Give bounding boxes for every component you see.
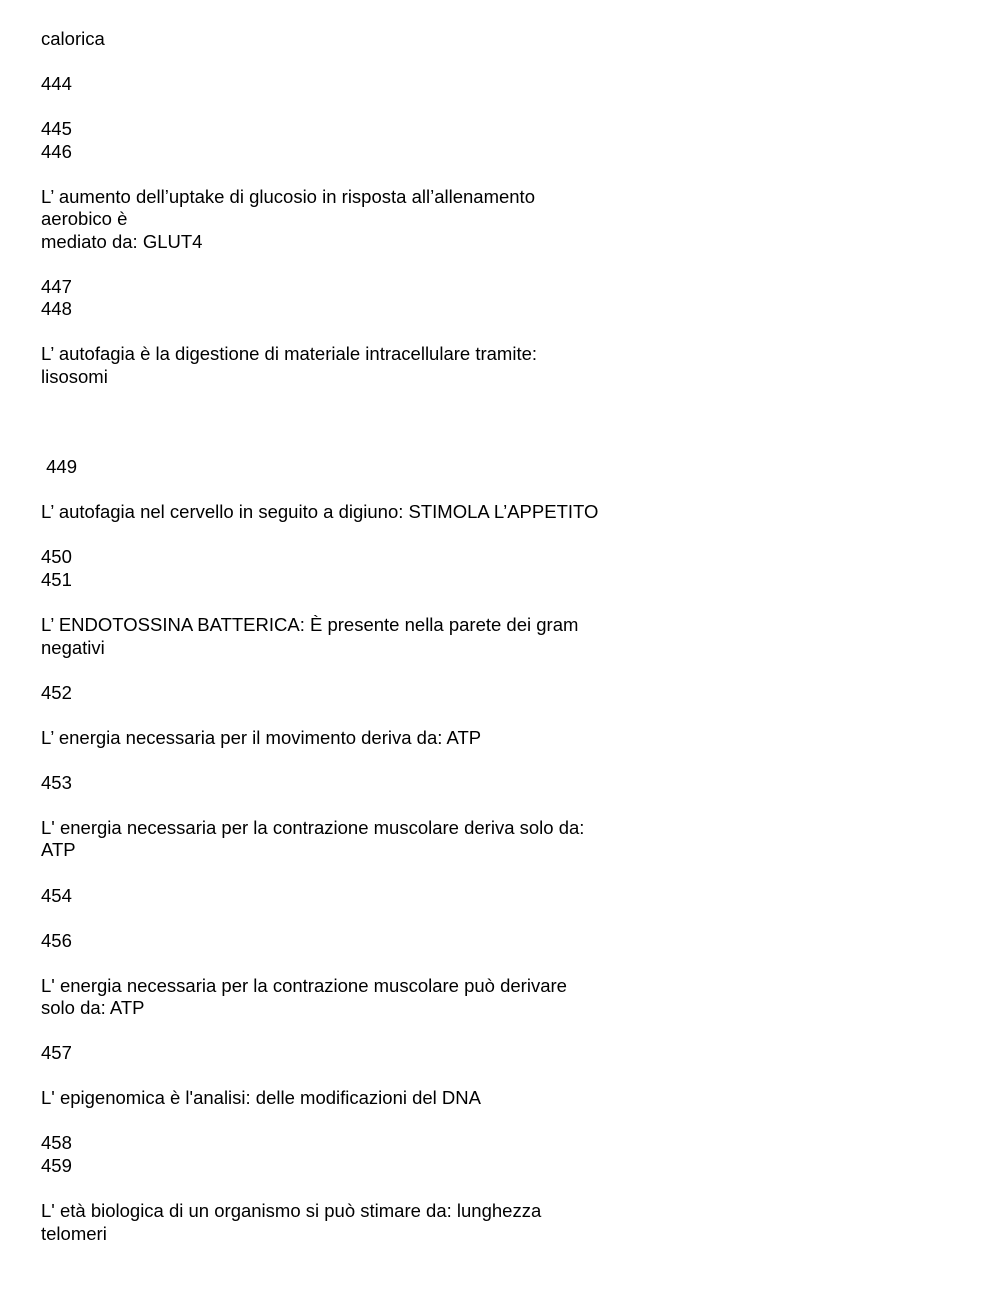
question-number: 456 — [41, 930, 72, 951]
text-line: L’ autofagia nel cervello in seguito a digiuno: STIMOLA L’APPETITO — [41, 501, 599, 522]
text-line: L’ autofagia è la digestione di materiale intracellulare tramite: — [41, 343, 538, 364]
text-line: lisosomi — [41, 366, 108, 387]
text-line: L’ aumento dell’uptake di glucosio in risposta all’allenamento — [41, 186, 535, 207]
question-number: 449 — [41, 456, 78, 477]
text-line: L' energia necessaria per la contrazione muscolare deriva solo da: — [41, 817, 585, 838]
question-number: 451 — [41, 569, 72, 590]
question-number: 459 — [41, 1155, 72, 1176]
text-line: aerobico è — [41, 208, 128, 229]
question-number: 453 — [41, 772, 72, 793]
text-line: L’ energia necessaria per il movimento deriva da: ATP — [41, 727, 482, 748]
question-number: 450 — [41, 546, 72, 567]
text-line: ATP — [41, 839, 76, 860]
question-number: 458 — [41, 1132, 72, 1153]
question-number: 452 — [41, 682, 72, 703]
question-number: 445 — [41, 118, 72, 139]
question-number: 444 — [41, 73, 72, 94]
text-line: negativi — [41, 637, 105, 658]
question-number: 447 — [41, 276, 72, 297]
text-line: L’ ENDOTOSSINA BATTERICA: È presente nella parete dei gram — [41, 614, 579, 635]
question-number: 446 — [41, 141, 72, 162]
text-line: mediato da: GLUT4 — [41, 231, 203, 252]
text-line: L' energia necessaria per la contrazione muscolare può derivare — [41, 975, 567, 996]
text-line: L' età biologica di un organismo si può stimare da: lunghezza — [41, 1200, 542, 1221]
text-line: solo da: ATP — [41, 997, 145, 1018]
question-number: 448 — [41, 298, 72, 319]
text-line: calorica — [41, 28, 105, 49]
text-line: L' epigenomica è l'analisi: delle modificazioni del DNA — [41, 1087, 481, 1108]
question-number: 457 — [41, 1042, 72, 1063]
question-number: 454 — [41, 885, 72, 906]
text-line: telomeri — [41, 1223, 107, 1244]
